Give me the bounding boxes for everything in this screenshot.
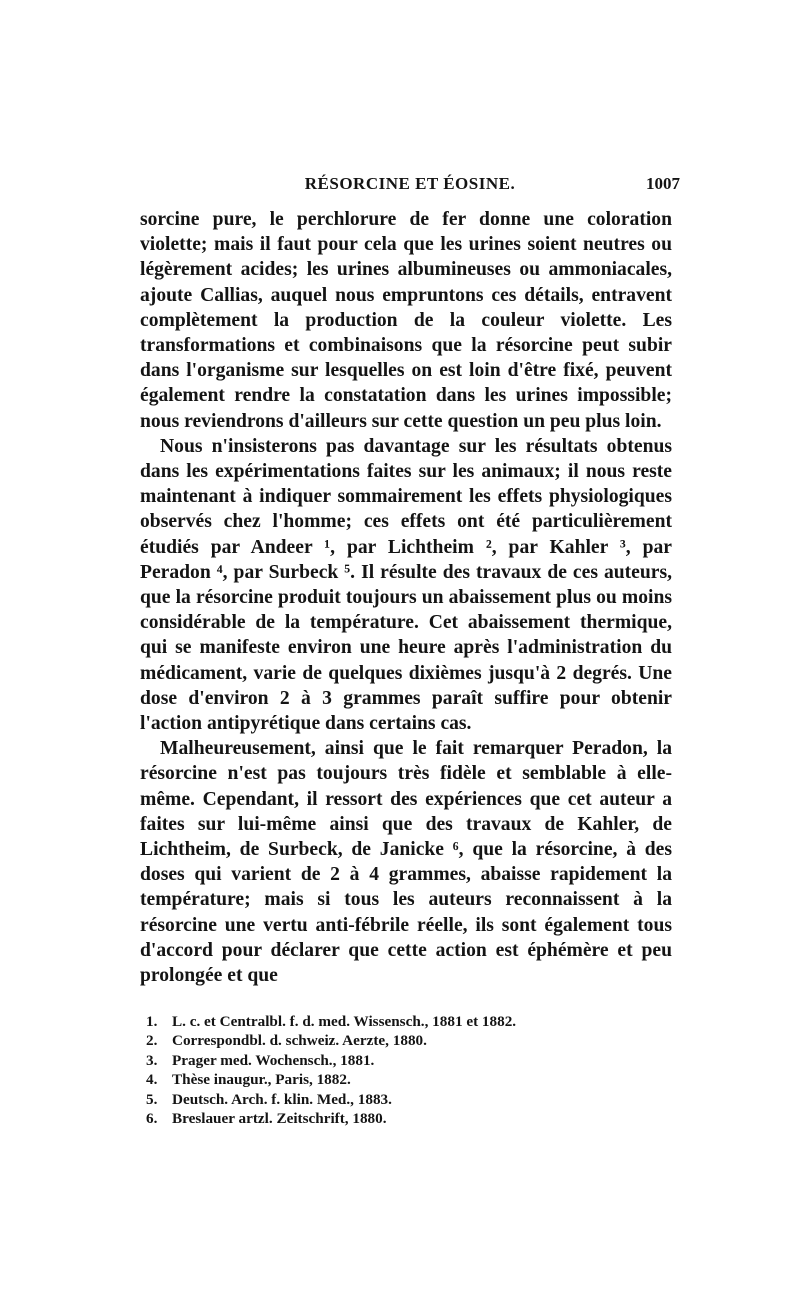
footnote-number: 1. [146,1013,158,1030]
footnote-1 [146,1012,666,1031]
footnote-text: Correspondbl. d. schweiz. Aerzte, 1880. [172,1032,427,1050]
paragraph-3: Malheureusement, ainsi que le fait remarquer Peradon, la résorcine n'est pas toujours très fidèle et semblable à elle-même. Cependant, il ressort des expériences que cet auteur a faites sur lui-même ainsi que des travaux de Kahler, de Lichtheim, de Surbeck, de Janicke ⁶, que la résorcine, à des doses qui varient de 2 à 4 grammes, abaisse rapidement la température; mais si tous les auteurs reconnaissent à la résorcine une vertu anti-fébrile réelle, ils sont également tous d'accord pour déclarer que cette action est éphémère et peu prolongée et que [140,738,672,987]
footnote-text: L. c. et Centralbl. f. d. med. Wissensch., 1881 et 1882. [172,1013,517,1030]
footnotes [146,1012,666,1128]
footnote-text: Prager med. Wochensch., 1881. [172,1051,375,1069]
footnote-number: 5. [146,1090,158,1108]
paragraph-1: sorcine pure, le perchlorure de fer donne une coloration violette; mais il faut pour cela que les urines soient neutres ou légèrement acides; les urines albumineuses ou ammoniacales, ajoute Callias, auquel nous empruntons ces détails, entravent complètement la production de la couleur violette. Les transformations et combinaisons que la résorcine peut subir dans l'organisme sur lesquelles on est loin d'être fixé, peuvent également rendre la constatation dans les urines impossible; nous reviendrons d'ailleurs sur cette question un peu plus loin. [140,209,672,432]
paragraph-2: Nous n'insisterons pas davantage sur les résultats obtenus dans les expérimentations faites sur les animaux; il nous reste maintenant à indiquer sommairement les effets physiologiques observés chez l'homme; ces effets ont été particulièrement étudiés par Andeer ¹, par Lichtheim ², par Kahler ³, par Peradon ⁴, par Surbeck ⁵. Il résulte des travaux de ces auteurs, que la résorcine produit toujours un abaissement plus ou moins considérable de la température. Cet abaissement thermique, qui se manifeste environ une heure après l'administration du médicament, varie de quelques dixièmes jusqu'à 2 degrés. Une dose d'environ 2 à 3 grammes paraît suffire pour obtenir l'action antipyrétique dans certains cas. [140,435,672,735]
footnote-2 [146,1031,666,1050]
footnote-number: 6. [146,1110,158,1128]
footnote-text: Deutsch. Arch. f. klin. Med., 1883. [172,1090,392,1108]
page-number: 1007 [646,174,680,193]
body-text [140,207,672,988]
footnote-4 [146,1070,666,1089]
footnote-3 [146,1051,666,1070]
footnote-text: Breslauer artzl. Zeitschrift, 1880. [172,1110,387,1128]
footnote-number: 3. [146,1051,158,1069]
footnote-text: Thèse inaugur., Paris, 1882. [172,1071,351,1089]
footnote-6 [146,1109,666,1128]
footnote-number: 2. [146,1032,158,1050]
footnote-5 [146,1090,666,1109]
footnote-number: 4. [146,1071,158,1089]
page-header [140,174,680,200]
running-title: RÉSORCINE ET ÉOSINE. [304,174,516,193]
